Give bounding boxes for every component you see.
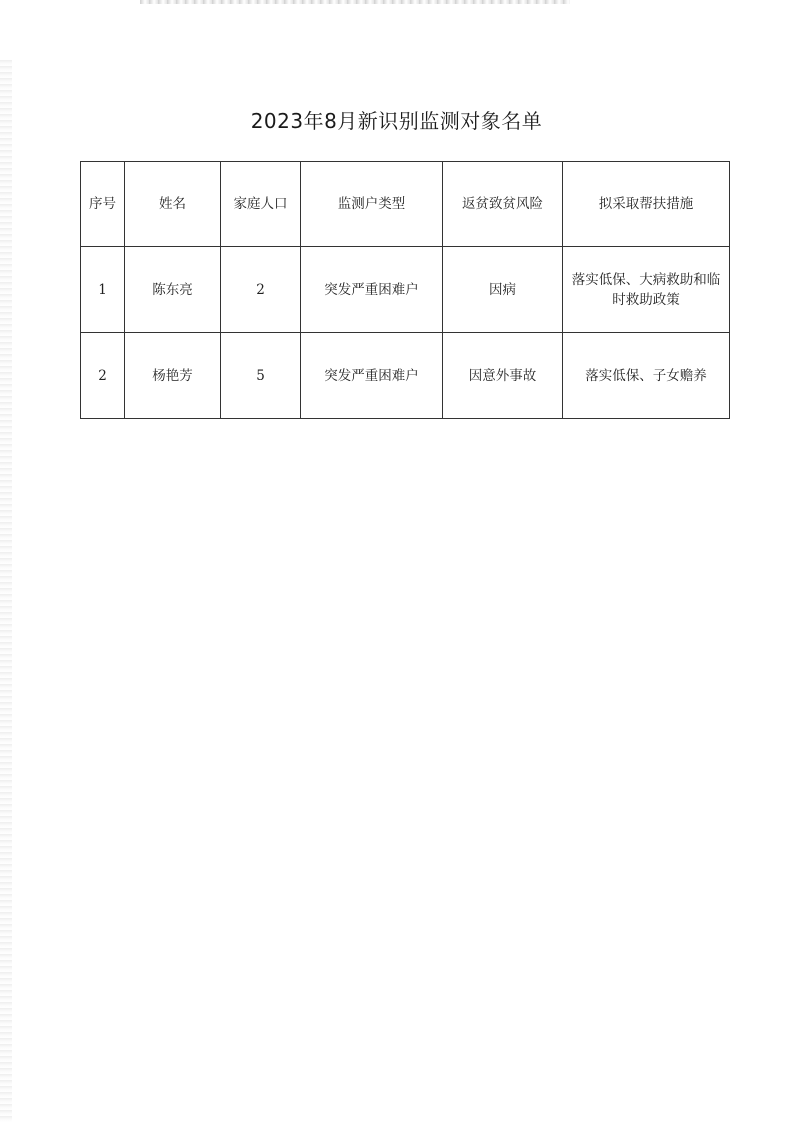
- document-title: 2023年8月新识别监测对象名单: [250, 109, 543, 133]
- cell-poverty-risk: 因意外事故: [443, 333, 563, 419]
- cell-household-size: 5: [221, 333, 301, 419]
- header-name: 姓名: [125, 162, 221, 247]
- header-household-type: 监测户类型: [301, 162, 443, 247]
- cell-poverty-risk: 因病: [443, 247, 563, 333]
- header-household-size: 家庭人口: [221, 162, 301, 247]
- scan-edge-artifact: [0, 60, 12, 1122]
- header-seq: 序号: [81, 162, 125, 247]
- cell-seq: 2: [81, 333, 125, 419]
- cell-household-size: 2: [221, 247, 301, 333]
- cell-name: 杨艳芳: [125, 333, 221, 419]
- cell-name: 陈东亮: [125, 247, 221, 333]
- cell-household-type: 突发严重困难户: [301, 247, 443, 333]
- cell-assistance-measures: 落实低保、大病救助和临时救助政策: [563, 247, 730, 333]
- table-header-row: [81, 162, 730, 247]
- cell-seq: 1: [81, 247, 125, 333]
- scan-top-artifact: [140, 0, 570, 4]
- monitoring-roster-table: [80, 161, 730, 419]
- cell-assistance-measures: 落实低保、子女赡养: [563, 333, 730, 419]
- table-row: [81, 247, 730, 333]
- cell-household-type: 突发严重困难户: [301, 333, 443, 419]
- header-assistance-measures: 拟采取帮扶措施: [563, 162, 730, 247]
- header-poverty-risk: 返贫致贫风险: [443, 162, 563, 247]
- table-row: [81, 333, 730, 419]
